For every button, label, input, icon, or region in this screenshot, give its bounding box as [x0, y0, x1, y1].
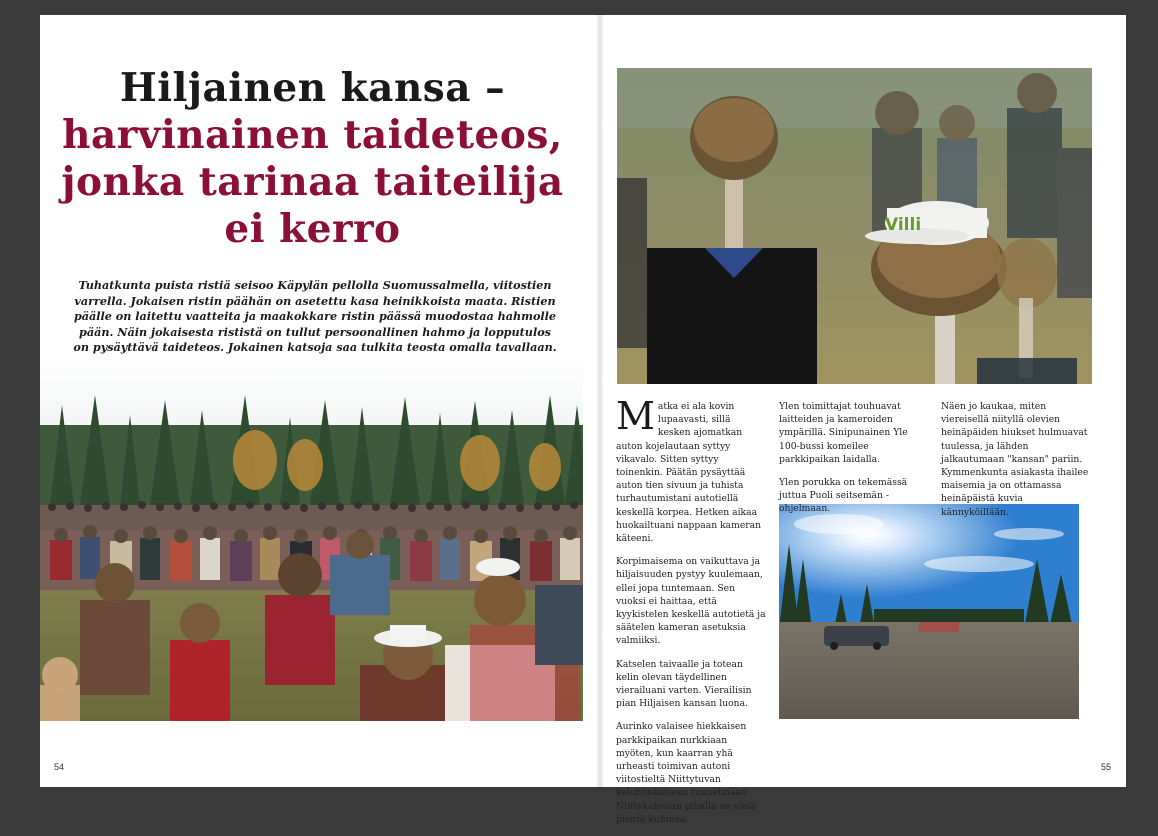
cap-brand-text: Villi: [885, 215, 922, 235]
spread-gutter: [596, 15, 604, 787]
body-paragraph: Aurinko valaisee hiekkaisen parkkipaikan nurkkiaan myöten, kun kaarran yhä urheasti toimivan autoni viitostieltä Niittytuvan kelohonkaiseen tunnelmaan. Niittykahvilan pihalla on vielä pientä kuhinaa.: [616, 721, 756, 825]
closeup-photo: [617, 68, 1092, 384]
body-column-2: [779, 400, 929, 526]
body-paragraph: Näen jo kaukaa, miten viereisellä niityllä olevien heinäpäiden hiukset hulmuavat tuulessa, ja lähden jalkautumaan "kansan" pariin. Kymmenkunta asiakasta ihailee maisemia ja on ottamassa heinäpäistä kuvia kännyköillään.: [941, 401, 1089, 518]
body-column-3: [941, 400, 1091, 529]
crowd-photo: [40, 355, 583, 721]
body-column-1: [616, 394, 766, 836]
body-paragraph: Ylen toimittajat touhuavat laitteiden ja kameroiden ympärillä. Sinipunainen Yle 100-bussi komeilee parkkipaikan laidalla.: [779, 401, 908, 465]
drop-cap: M: [616, 394, 655, 438]
page-number-right: 55: [1101, 762, 1112, 772]
body-paragraph: Ylen porukka on tekemässä juttua Puoli seitsemän -ohjelmaan.: [779, 477, 908, 515]
body-paragraph: Korpimaisema on vaikuttava ja hiljaisuuden pystyy kuulemaan, ellei jopa tuntemaan. Sen vuoksi ei haittaa, että kyykistelen keskellä autotietä ja säätelen kameran asetuksia valmiiksi.: [616, 556, 766, 647]
lead-paragraph: Tuhatkunta puista ristiä seisoo Käpylän pellolla Suomussalmella, viitostien varrella. Jokaisen ristin päähän on asetettu kasa heinikkoista maata. Ristien päälle on laitettu vaatteita ja maakokkare ristin päässä muodostaa hahmolle pään. Näin jokaisesta rististä on tullut persoonallinen hahmo ja lopputulos on pysäyttävä taideteos. Jokainen katsoja saa tulkita teosta omalla tavallaan.: [73, 278, 557, 354]
article-title: [40, 65, 585, 253]
body-paragraph: Matka ei ala kovin lupaavasti, sillä kesken ajomatkan auton kojelautaan syttyy vikavalo. Sitten syttyy toinenkin. Päätän pysäyttää auton tien sivuun ja tuhista turhautumistani autotiellä keskellä korpea. Hetken aikaa huokailtuani nappaan kameran käteeni.: [616, 394, 762, 545]
body-paragraph: Katselen taivaalle ja totean kelin olevan täydellinen vierailuani varten. Vierailisin pian Hiljaisen kansan luona.: [616, 658, 752, 710]
title-line-1: Hiljainen kansa –: [119, 65, 506, 111]
title-line-2: harvinainen taideteos, jonka tarinaa taiteilija ei kerro: [61, 112, 564, 252]
parking-photo: [779, 504, 1079, 719]
page-number-left: 54: [54, 762, 65, 772]
